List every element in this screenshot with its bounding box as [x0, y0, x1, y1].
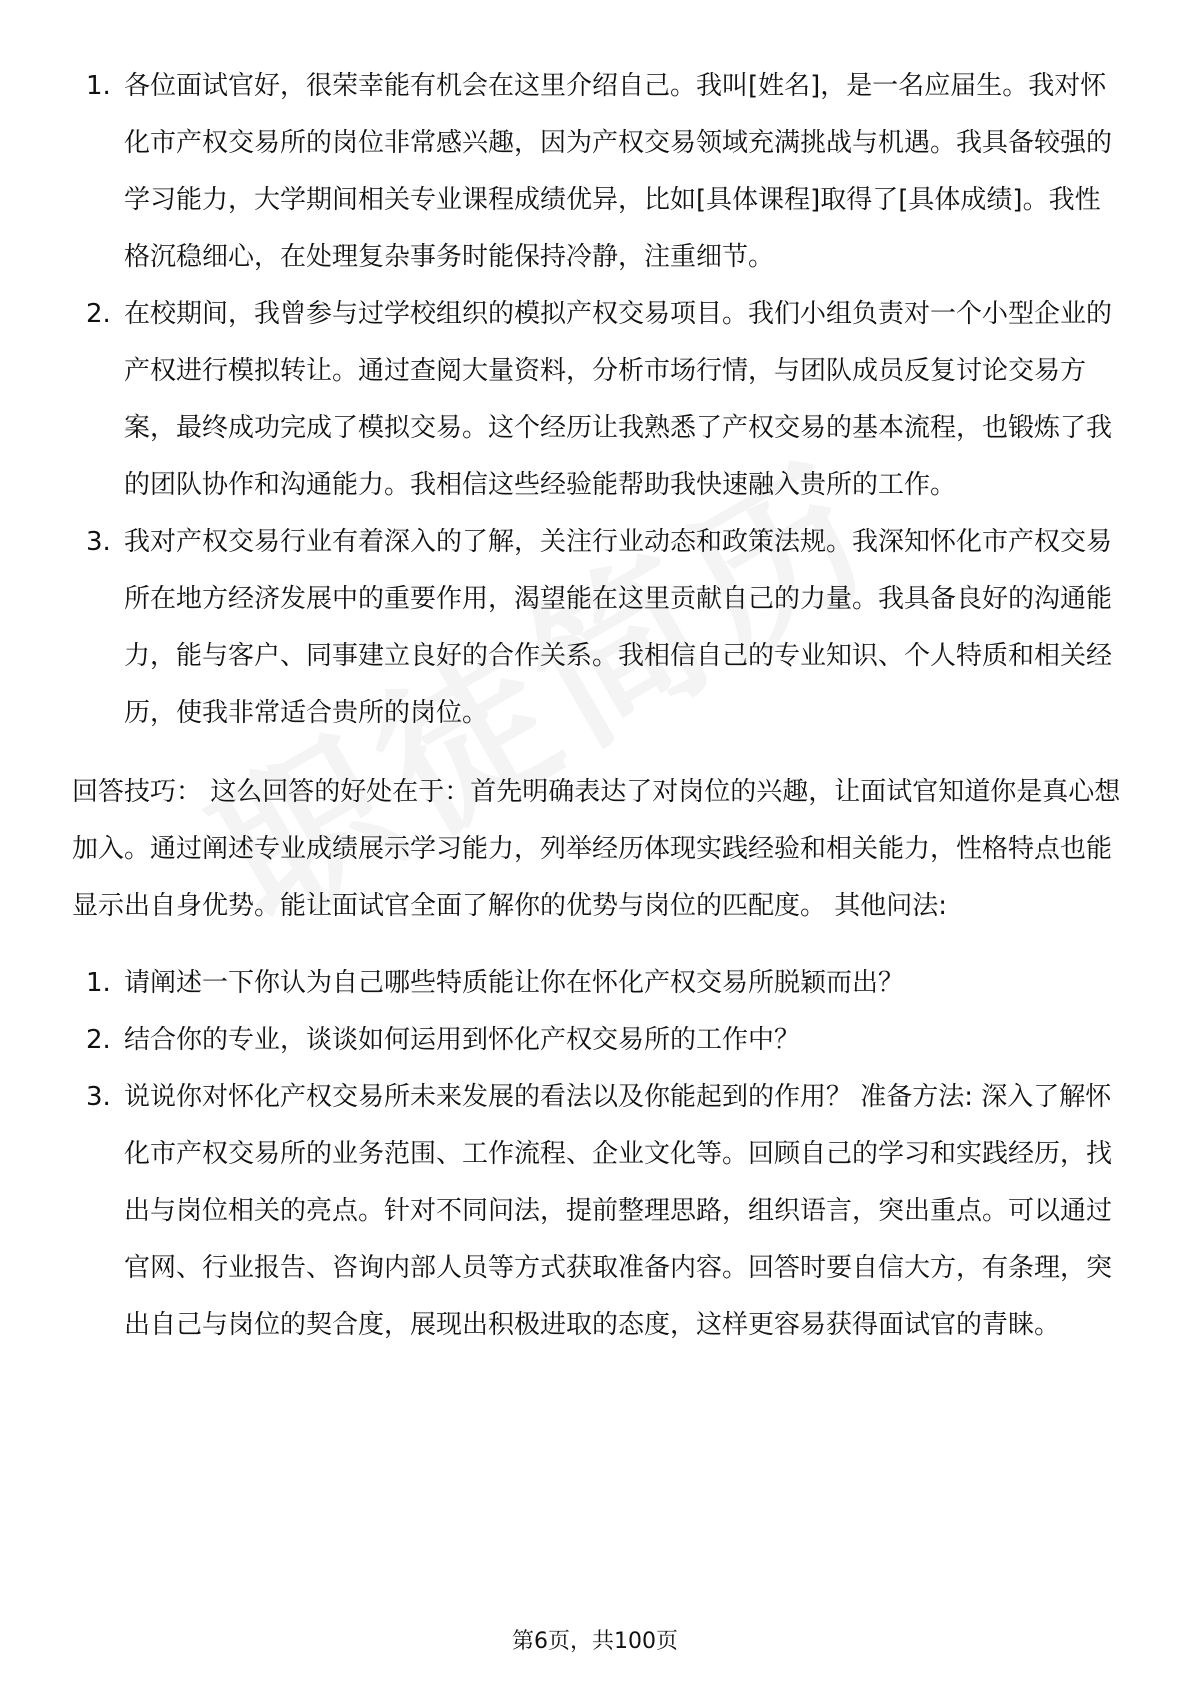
answer-list	[72, 58, 1122, 742]
list-item	[72, 1069, 1122, 1354]
list-item	[72, 955, 1122, 1012]
list-item-text: 结合你的专业，谈谈如何运用到怀化产权交易所的工作中？	[124, 1025, 801, 1055]
list-item-text: 我对产权交易行业有着深入的了解，关注行业动态和政策法规。我深知怀化市产权交易所在地方经济发展中的重要作用，渴望能在这里贡献自己的力量。我具备良好的沟通能力，能与客户、同事建立良好的合作关系。我相信自己的专业知识、个人特质和相关经历，使我非常适合贵所的岗位。	[124, 527, 1113, 728]
list-number: 3.	[86, 1082, 111, 1112]
list-item	[72, 514, 1122, 742]
list-item-text: 说说你对怀化产权交易所未来发展的看法以及你能起到的作用？ 准备方法: 深入了解怀化市产权交易所的业务范围、工作流程、企业文化等。回顾自己的学习和实践经历，找出与岗位相关的亮点。针对不同问法，提前整理思路，组织语言，突出重点。可以通过官网、行业报告、咨询内部人员等方式获取准备内容。回答时要自信大方，有条理，突出自己与岗位的契合度，展现出积极进取的态度，这样更容易获得面试官的青睐。	[124, 1082, 1113, 1340]
list-item	[72, 58, 1122, 286]
list-number: 1.	[86, 71, 111, 101]
list-item-text: 请阐述一下你认为自己哪些特质能让你在怀化产权交易所脱颖而出？	[124, 968, 905, 998]
list-item	[72, 1012, 1122, 1069]
list-number: 2.	[86, 299, 111, 329]
answer-tips-paragraph: 回答技巧： 这么回答的好处在于：首先明确表达了对岗位的兴趣，让面试官知道你是真心想加入。通过阐述专业成绩展示学习能力，列举经历体现实践经验和相关能力，性格特点也能显示出自身优势。能让面试官全面了解你的优势与岗位的匹配度。 其他问法:	[72, 777, 1121, 921]
list-item	[72, 286, 1122, 514]
page-content	[72, 58, 1122, 1354]
list-item-text: 在校期间，我曾参与过学校组织的模拟产权交易项目。我们小组负责对一个小型企业的产权进行模拟转让。通过查阅大量资料，分析市场行情，与团队成员反复讨论交易方案，最终成功完成了模拟交易。这个经历让我熟悉了产权交易的基本流程，也锻炼了我的团队协作和沟通能力。我相信这些经验能帮助我快速融入贵所的工作。	[124, 299, 1113, 500]
list-item-text: 各位面试官好，很荣幸能有机会在这里介绍自己。我叫[姓名]，是一名应届生。我对怀化市产权交易所的岗位非常感兴趣，因为产权交易领域充满挑战与机遇。我具备较强的学习能力，大学期间相关专业课程成绩优异，比如[具体课程]取得了[具体成绩]。我性格沉稳细心，在处理复杂事务时能保持冷静，注重细节。	[124, 71, 1113, 272]
list-number: 2.	[86, 1025, 111, 1055]
list-number: 1.	[86, 968, 111, 998]
other-questions-list	[72, 955, 1122, 1354]
list-number: 3.	[86, 527, 111, 557]
page-number-footer: 第6页，共100页	[512, 1629, 678, 1654]
